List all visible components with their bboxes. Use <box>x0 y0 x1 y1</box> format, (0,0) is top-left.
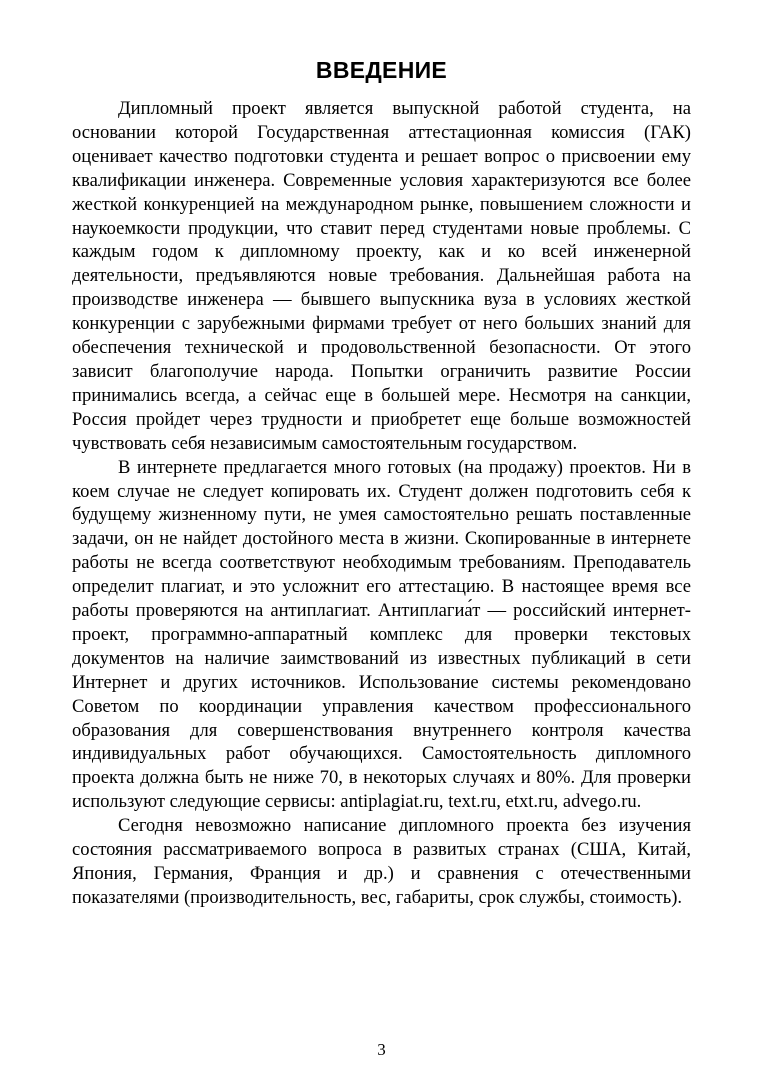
page-number: 3 <box>377 1040 386 1059</box>
paragraph-2: В интернете предлагается много готовых (на продажу) проектов. Ни в коем случае не следует копировать их. Студент должен подготовить себя к будущему жизненному пути, не умея самостоятельно решать поставленные задачи, он не найдет достойного места в жизни. Скопированные в интернете работы не всегда соответствуют необходимым требованиям. Преподаватель определит плагиат, и это усложнит его аттестацию. В настоящее время все работы проверяются на антиплагиат. Антиплагиа́т — российский интернет-проект, программно-аппаратный комплекс для проверки текстовых документов на наличие заимствований из известных публикаций в сети Интернет и других источников. Использование системы рекомендовано Советом по координации управления качеством профессионального образования для совершенствования внутреннего контроля качества индивидуальных работ обучающихся. Самостоятельность дипломного проекта должна быть не ниже 70, в некоторых случаях и 80%. Для проверки используют следующие сервисы: antiplagiat.ru, text.ru, etxt.ru, advego.ru. <box>72 456 691 813</box>
body-text <box>72 97 691 910</box>
page-title: ВВЕДЕНИЕ <box>315 57 448 83</box>
paragraph-1: Дипломный проект является выпускной работой студента, на основании которой Государственная аттестационная комиссия (ГАК) оценивает качество подготовки студента и решает вопрос о присвоении ему квалификации инженера. Современные условия характеризуются все более жесткой конкуренцией на международном рынке, повышением сложности и наукоемкости продукции, что ставит перед студентами новые проблемы. С каждым годом к дипломному проекту, как и ко всей инженерной деятельности, предъявляются новые требования. Дальнейшая работа на производстве инженера — бывшего выпускника вуза в условиях жесткой конкуренции с зарубежными фирмами требует от него больших знаний для обеспечения технической и продовольственной безопасности. От этого зависит благополучие народа. Попытки ограничить развитие России принимались всегда, а сейчас еще в большей мере. Несмотря на санкции, Россия пройдет через трудности и приобретет еще больше возможностей чувствовать себя независимым самостоятельным государством. <box>72 98 691 454</box>
paragraph-3: Сегодня невозможно написание дипломного проекта без изучения состояния рассматриваемого вопроса в развитых странах (США, Китай, Япония, Германия, Франция и др.) и сравнения с отечественными показателями (производительность, вес, габариты, срок службы, стоимость). <box>72 815 691 908</box>
